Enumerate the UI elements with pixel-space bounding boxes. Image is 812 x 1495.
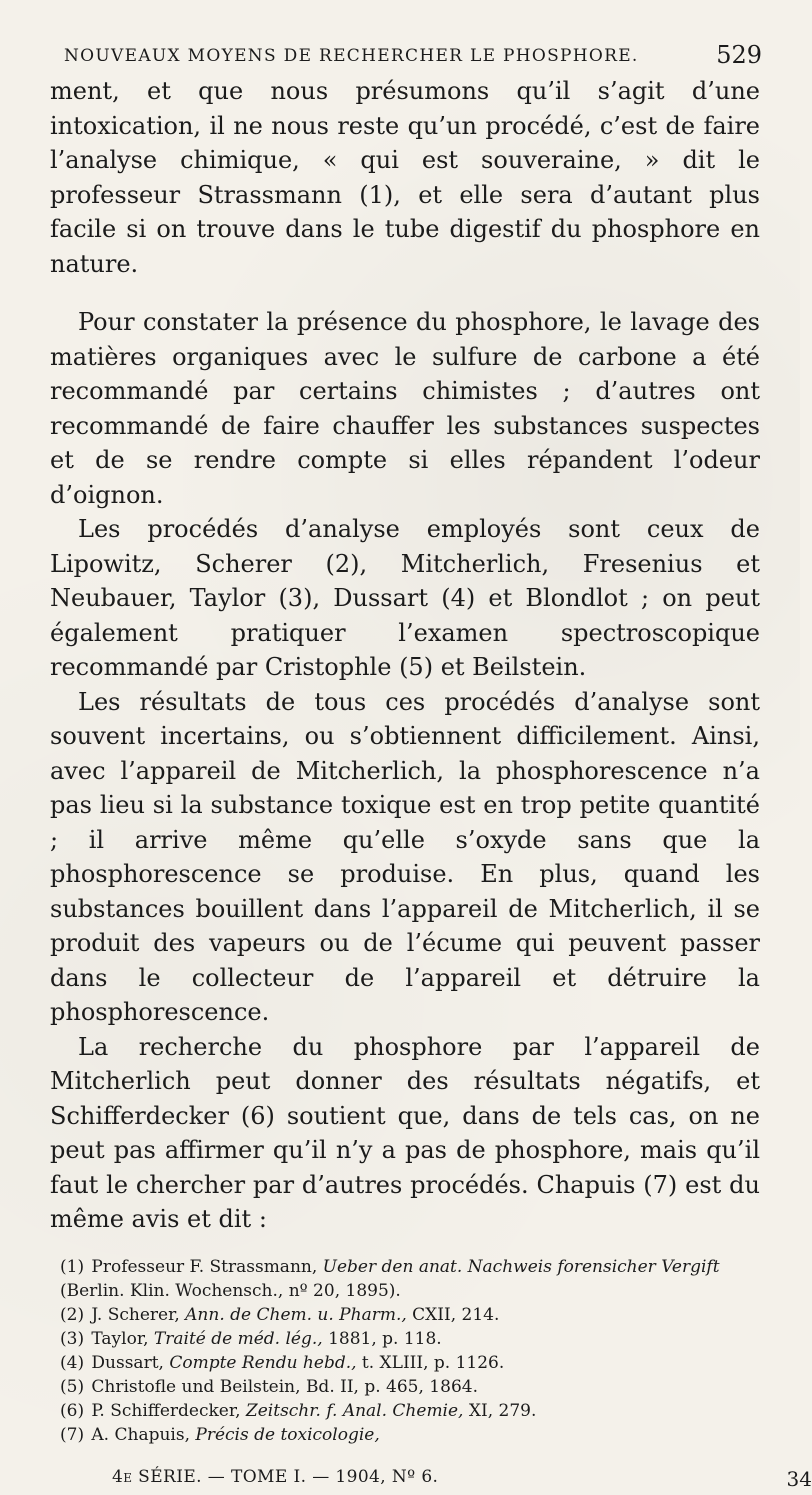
main-text: [50, 74, 760, 1237]
footnote-number: (6): [60, 1400, 85, 1421]
footnote-3: [60, 1327, 760, 1351]
footnote-number: (7): [60, 1424, 85, 1445]
footnote-details: XI, 279.: [468, 1400, 537, 1421]
footnote-author: Professeur F. Strassmann,: [91, 1256, 318, 1277]
footnote-author: Christofle und Beilstein, Bd. II, p. 465, 1864.: [91, 1376, 478, 1397]
footnote-number: (2): [60, 1304, 85, 1325]
footnote-details: t. XLIII, p. 1126.: [361, 1352, 505, 1373]
footnote-work: Traité de méd. lég.,: [153, 1328, 323, 1349]
page-footer: [112, 1467, 812, 1495]
footnote-author: A. Chapuis,: [91, 1424, 190, 1445]
footnote-number: (3): [60, 1328, 85, 1349]
footnote-author: P. Schifferdecker,: [91, 1400, 241, 1421]
footnote-7: [60, 1423, 760, 1447]
paragraph-4: Les résultats de tous ces procédés d’analyse sont souvent incertains, ou s’obtiennent difficilement. Ainsi, avec l’appareil de Mitcherlich, la phosphorescence n’a pas lieu si la substance toxique est en trop petite quantité ; il arrive même qu’elle s’oxyde sans que la phosphorescence se produise. En plus, quand les substances bouillent dans l’appareil de Mitcherlich, il se produit des vapeurs ou de l’écume qui peuvent passer dans le collecteur de l’appareil et détruire la phosphorescence.: [50, 687, 760, 1026]
footnote-2: [60, 1303, 760, 1327]
signature-mark: 34: [786, 1466, 812, 1491]
footnote-work: Ann. de Chem. u. Pharm.,: [185, 1304, 407, 1325]
running-title: NOUVEAUX MOYENS DE RECHERCHER LE PHOSPHORE.: [64, 46, 639, 66]
footnote-author: Dussart,: [91, 1352, 164, 1373]
footnote-work: Compte Rendu hebd.,: [169, 1352, 357, 1373]
footnote-4: [60, 1351, 760, 1375]
paragraph-1: ment, et que nous présumons qu’il s’agit d’une intoxication, il ne nous reste qu’un procédé, c’est de faire l’analyse chimique, « qui est souveraine, » dit le professeur Strassmann (1), et elle sera d’autant plus facile si on trouve dans le tube digestif du phosphore en nature.: [50, 77, 760, 278]
footnote-1: [60, 1255, 760, 1303]
footnote-work: Zeitschr. f. Anal. Chemie,: [245, 1400, 464, 1421]
series-info: 4e SÉRIE. — TOME I. — 1904, Nº 6.: [112, 1466, 439, 1487]
footnote-work: Précis de toxicologie,: [195, 1424, 380, 1445]
paragraph-5: La recherche du phosphore par l’appareil de Mitcherlich peut donner des résultats négatifs, et Schifferdecker (6) soutient que, dans de tels cas, on ne peut pas affirmer qu’il n’y a pas de phosphore, mais qu’il faut le chercher par d’autres procédés. Chapuis (7) est du même avis et dit :: [50, 1032, 760, 1233]
footnote-details: (Berlin. Klin. Wochensch., nº 20, 1895).: [60, 1280, 401, 1301]
footnote-author: J. Scherer,: [91, 1304, 180, 1325]
running-head: [50, 34, 762, 72]
footnote-number: (4): [60, 1352, 85, 1373]
paragraph-3: Les procédés d’analyse employés sont ceux de Lipowitz, Scherer (2), Mitcherlich, Fresenius et Neubauer, Taylor (3), Dussart (4) et Blondlot ; on peut également pratiquer l’examen spectroscopique recommandé par Cristophle (5) et Beilstein.: [50, 515, 760, 681]
footnote-work: Ueber den anat. Nachweis forensicher Vergift: [322, 1256, 720, 1277]
page-number: 529: [716, 41, 762, 69]
footnote-number: (5): [60, 1376, 85, 1397]
footnote-5: [60, 1375, 760, 1399]
footnote-number: (1): [60, 1256, 85, 1277]
paragraph-2: Pour constater la présence du phosphore, le lavage des matières organiques avec le sulfure de carbone a été recommandé par certains chimistes ; d’autres ont recommandé de faire chauffer les substances suspectes et de se rendre compte si elles répandent l’odeur d’oignon.: [50, 308, 760, 509]
footnote-details: CXII, 214.: [412, 1304, 500, 1325]
footnote-6: [60, 1399, 760, 1423]
footnote-details: 1881, p. 118.: [328, 1328, 442, 1349]
footnotes: [60, 1255, 760, 1447]
footnote-author: Taylor,: [91, 1328, 149, 1349]
